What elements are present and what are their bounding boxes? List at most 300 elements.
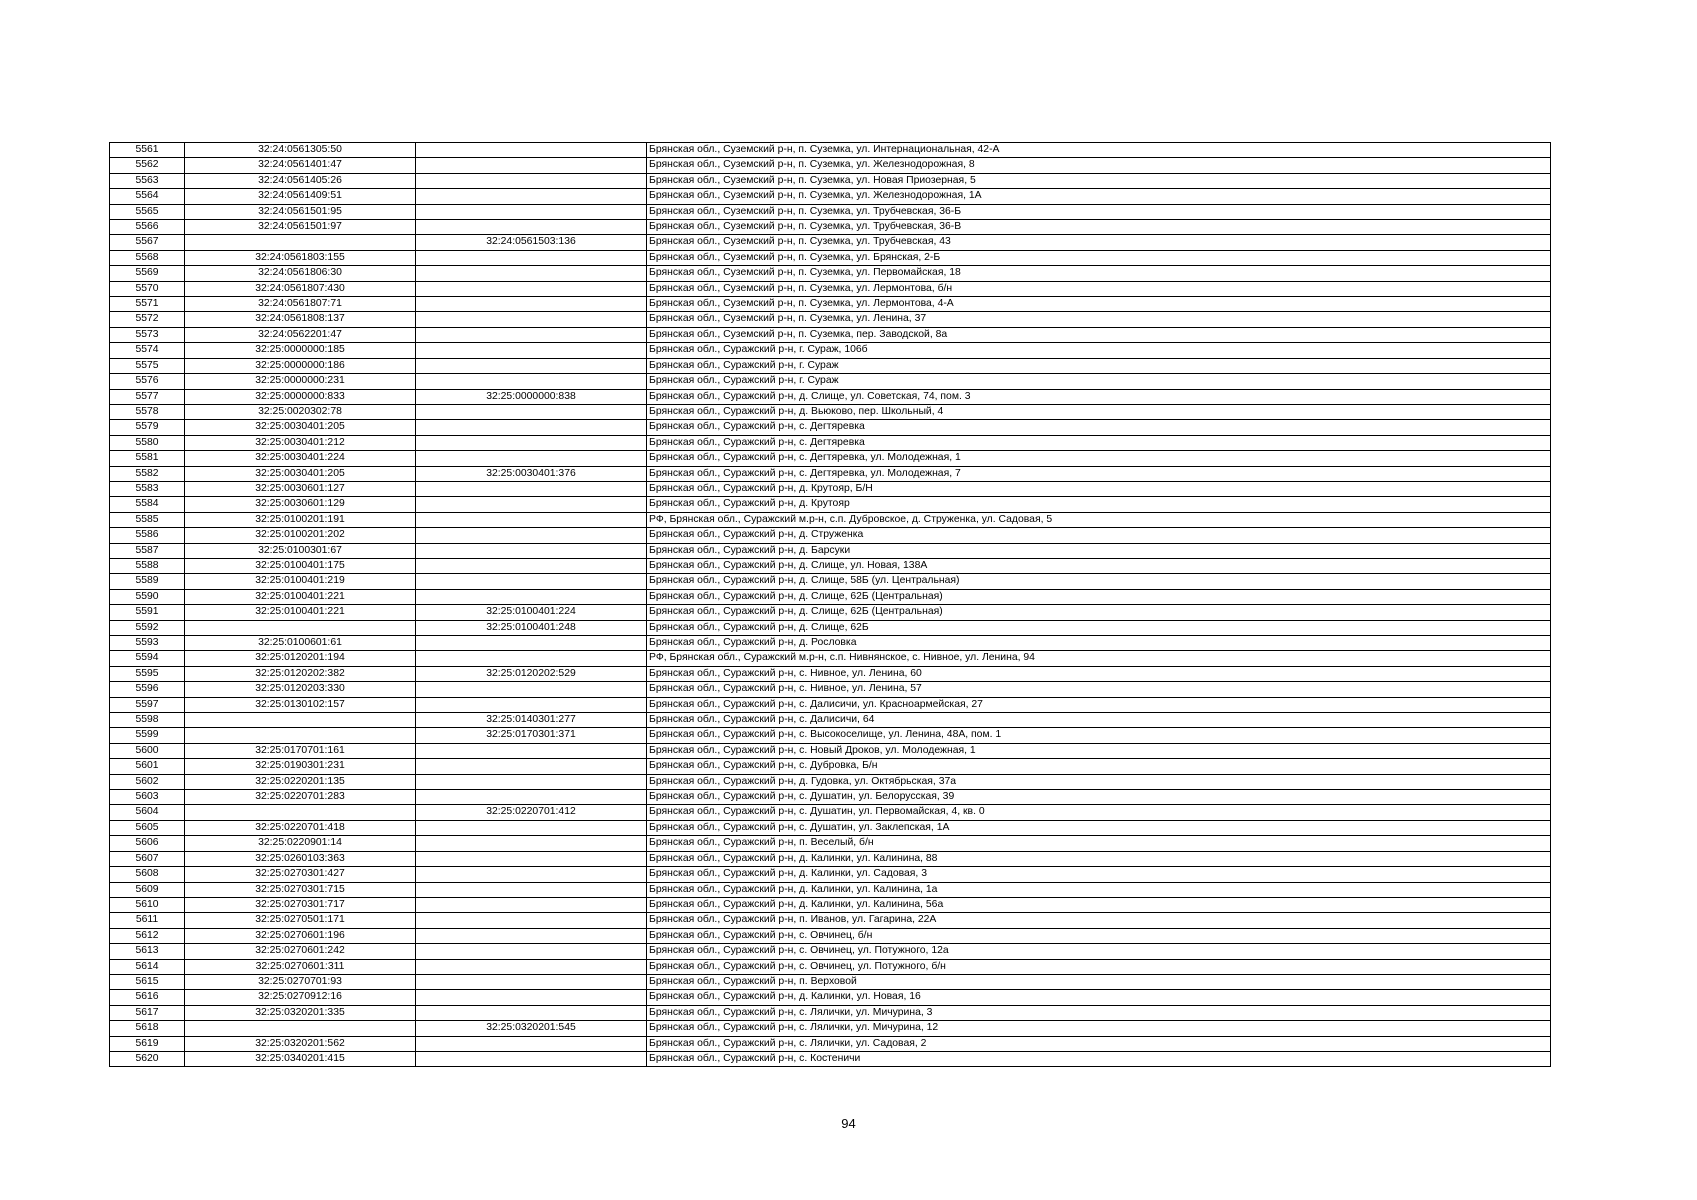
table-row [110,528,1551,543]
cadastral-number-cell: 32:25:0270301:717 [185,897,416,912]
cadastral-number-cell: 32:25:0100401:219 [185,574,416,589]
cadastral-number-cell: 32:25:0100401:221 [185,605,416,620]
row-number-cell: 5567 [110,235,185,250]
address-cell: Брянская обл., Суражский р-н, п. Веселый, б/н [647,836,1551,851]
cadastral-number-secondary-cell [416,297,647,312]
cadastral-number-cell: 32:25:0120202:382 [185,666,416,681]
row-number-cell: 5618 [110,1021,185,1036]
cadastral-number-secondary-cell [416,913,647,928]
cadastral-number-secondary-cell [416,543,647,558]
row-number-cell: 5574 [110,343,185,358]
table-row [110,235,1551,250]
cadastral-number-cell: 32:25:0030401:212 [185,435,416,450]
row-number-cell: 5598 [110,713,185,728]
row-number-cell: 5592 [110,620,185,635]
row-number-cell: 5561 [110,143,185,158]
table-row [110,1021,1551,1036]
row-number-cell: 5620 [110,1051,185,1066]
address-cell: Брянская обл., Суражский р-н, с. Лялички, ул. Мичурина, 12 [647,1021,1551,1036]
address-cell: Брянская обл., Суражский р-н, с. Душатин, ул. Заклепская, 1А [647,820,1551,835]
row-number-cell: 5610 [110,897,185,912]
cadastral-number-secondary-cell [416,867,647,882]
cadastral-number-cell: 32:25:0020302:78 [185,404,416,419]
table-row [110,297,1551,312]
cadastral-number-secondary-cell: 32:25:0140301:277 [416,713,647,728]
cadastral-number-secondary-cell: 32:25:0000000:838 [416,389,647,404]
row-number-cell: 5611 [110,913,185,928]
cadastral-number-cell: 32:24:0561305:50 [185,143,416,158]
cadastral-number-cell: 32:25:0000000:186 [185,358,416,373]
row-number-cell: 5579 [110,420,185,435]
table-row [110,897,1551,912]
table-row [110,358,1551,373]
table-row [110,451,1551,466]
table-row [110,158,1551,173]
cadastral-number-secondary-cell [416,759,647,774]
address-cell: Брянская обл., Суражский р-н, д. Крутояр [647,497,1551,512]
row-number-cell: 5594 [110,651,185,666]
address-cell: Брянская обл., Суражский р-н, с. Далисичи, ул. Красноармейская, 27 [647,697,1551,712]
row-number-cell: 5573 [110,327,185,342]
address-cell: Брянская обл., Суражский р-н, д. Крутояр, Б/Н [647,481,1551,496]
cadastral-number-cell: 32:24:0561501:95 [185,204,416,219]
cadastral-number-cell: 32:25:0190301:231 [185,759,416,774]
cadastral-number-secondary-cell [416,404,647,419]
address-cell: Брянская обл., Суражский р-н, г. Сураж, 106б [647,343,1551,358]
address-cell: Брянская обл., Суражский р-н, с. Дегтяревка, ул. Молодежная, 7 [647,466,1551,481]
row-number-cell: 5577 [110,389,185,404]
cadastral-number-secondary-cell [416,944,647,959]
table-row [110,1005,1551,1020]
address-cell: Брянская обл., Суражский р-н, с. Душатин, ул. Белорусская, 39 [647,790,1551,805]
cadastral-number-cell: 32:25:0340201:415 [185,1051,416,1066]
address-cell: Брянская обл., Суземский р-н, п. Суземка, пер. Заводской, 8а [647,327,1551,342]
row-number-cell: 5612 [110,928,185,943]
row-number-cell: 5568 [110,250,185,265]
cadastral-number-secondary-cell [416,528,647,543]
row-number-cell: 5585 [110,512,185,527]
cadastral-number-secondary-cell [416,574,647,589]
cadastral-number-cell: 32:24:0561803:155 [185,250,416,265]
row-number-cell: 5614 [110,959,185,974]
cadastral-number-cell: 32:25:0220901:14 [185,836,416,851]
cadastral-number-cell [185,728,416,743]
cadastral-number-secondary-cell [416,143,647,158]
table-row [110,204,1551,219]
cadastral-number-secondary-cell [416,374,647,389]
cadastral-number-secondary-cell: 32:25:0120202:529 [416,666,647,681]
cadastral-number-cell: 32:24:0562201:47 [185,327,416,342]
table-row [110,774,1551,789]
address-cell: Брянская обл., Суражский р-н, г. Сураж [647,358,1551,373]
cadastral-number-cell: 32:25:0030401:205 [185,466,416,481]
address-cell: Брянская обл., Суражский р-н, д. Калинки, ул. Садовая, 3 [647,867,1551,882]
cadastral-number-cell: 32:25:0220701:283 [185,790,416,805]
table-row [110,189,1551,204]
row-number-cell: 5580 [110,435,185,450]
row-number-cell: 5596 [110,682,185,697]
table-row [110,343,1551,358]
cadastral-number-secondary-cell [416,651,647,666]
row-number-cell: 5572 [110,312,185,327]
cadastral-number-secondary-cell [416,327,647,342]
address-cell: Брянская обл., Суражский р-н, д. Калинки, ул. Калинина, 1а [647,882,1551,897]
table-row [110,512,1551,527]
cadastral-number-cell: 32:24:0561808:137 [185,312,416,327]
table-row [110,497,1551,512]
cadastral-number-secondary-cell [416,420,647,435]
row-number-cell: 5563 [110,173,185,188]
cadastral-number-secondary-cell [416,990,647,1005]
address-cell: Брянская обл., Суземский р-н, п. Суземка, ул. Новая Приозерная, 5 [647,173,1551,188]
table-row [110,374,1551,389]
cadastral-number-secondary-cell [416,928,647,943]
address-cell: Брянская обл., Суземский р-н, п. Суземка, ул. Интернациональная, 42-А [647,143,1551,158]
cadastral-number-cell: 32:25:0270301:427 [185,867,416,882]
row-number-cell: 5591 [110,605,185,620]
cadastral-number-secondary-cell [416,512,647,527]
cadastral-number-cell: 32:25:0320201:562 [185,1036,416,1051]
table-row [110,250,1551,265]
table-row [110,882,1551,897]
row-number-cell: 5584 [110,497,185,512]
cadastral-number-cell: 32:25:0320201:335 [185,1005,416,1020]
address-cell: Брянская обл., Суземский р-н, п. Суземка, ул. Лермонтова, 4-А [647,297,1551,312]
address-cell: Брянская обл., Суражский р-н, п. Верховой [647,974,1551,989]
cadastral-number-cell: 32:25:0120201:194 [185,651,416,666]
cadastral-number-secondary-cell [416,1036,647,1051]
table-row [110,389,1551,404]
row-number-cell: 5604 [110,805,185,820]
cadastral-number-cell [185,620,416,635]
cadastral-number-secondary-cell: 32:25:0100401:248 [416,620,647,635]
cadastral-number-cell: 32:25:0100201:202 [185,528,416,543]
page-number: 94 [841,1116,856,1131]
cadastral-number-cell: 32:25:0260103:363 [185,851,416,866]
table-row [110,466,1551,481]
cadastral-number-cell: 32:25:0030401:224 [185,451,416,466]
cadastral-number-cell: 32:25:0170701:161 [185,743,416,758]
cadastral-number-secondary-cell [416,1005,647,1020]
cadastral-number-cell: 32:25:0220201:135 [185,774,416,789]
address-cell: Брянская обл., Суражский р-н, д. Слище, ул. Советская, 74, пом. 3 [647,389,1551,404]
table-row [110,959,1551,974]
cadastral-number-cell: 32:24:0561807:71 [185,297,416,312]
table-row [110,990,1551,1005]
address-cell: Брянская обл., Суражский р-н, с. Дубровка, Б/н [647,759,1551,774]
table-row [110,682,1551,697]
table-row [110,327,1551,342]
cadastral-number-cell: 32:25:0270601:196 [185,928,416,943]
cadastral-number-secondary-cell [416,743,647,758]
table-row [110,666,1551,681]
row-number-cell: 5599 [110,728,185,743]
table-row [110,574,1551,589]
row-number-cell: 5583 [110,481,185,496]
registry-table-body [110,143,1551,1067]
cadastral-number-secondary-cell [416,790,647,805]
address-cell: Брянская обл., Суземский р-н, п. Суземка, ул. Брянская, 2-Б [647,250,1551,265]
row-number-cell: 5593 [110,636,185,651]
cadastral-number-secondary-cell [416,697,647,712]
table-row [110,589,1551,604]
table-row [110,435,1551,450]
cadastral-number-cell [185,235,416,250]
cadastral-number-cell: 32:25:0100401:221 [185,589,416,604]
address-cell: Брянская обл., Суражский р-н, с. Душатин, ул. Первомайская, 4, кв. 0 [647,805,1551,820]
table-row [110,605,1551,620]
row-number-cell: 5595 [110,666,185,681]
cadastral-number-cell [185,1021,416,1036]
table-row [110,420,1551,435]
row-number-cell: 5586 [110,528,185,543]
table-row [110,944,1551,959]
cadastral-number-cell: 32:25:0000000:231 [185,374,416,389]
row-number-cell: 5605 [110,820,185,835]
address-cell: Брянская обл., Суражский р-н, д. Вьюково, пер. Школьный, 4 [647,404,1551,419]
cadastral-number-cell: 32:25:0270501:171 [185,913,416,928]
table-row [110,651,1551,666]
row-number-cell: 5590 [110,589,185,604]
cadastral-number-secondary-cell [416,851,647,866]
row-number-cell: 5616 [110,990,185,1005]
cadastral-number-secondary-cell [416,451,647,466]
cadastral-number-secondary-cell [416,204,647,219]
table-row [110,713,1551,728]
cadastral-number-cell: 32:25:0000000:185 [185,343,416,358]
address-cell: Брянская обл., Суражский р-н, с. Лялички, ул. Садовая, 2 [647,1036,1551,1051]
address-cell: Брянская обл., Суражский р-н, д. Струженка [647,528,1551,543]
address-cell: Брянская обл., Суражский р-н, с. Овчинец, ул. Потужного, 12а [647,944,1551,959]
row-number-cell: 5609 [110,882,185,897]
table-row [110,928,1551,943]
row-number-cell: 5601 [110,759,185,774]
address-cell: Брянская обл., Суражский р-н, д. Калинки, ул. Новая, 16 [647,990,1551,1005]
table-row [110,759,1551,774]
table-row [110,266,1551,281]
cadastral-number-cell: 32:25:0270701:93 [185,974,416,989]
cadastral-number-cell: 32:25:0100201:191 [185,512,416,527]
address-cell: Брянская обл., Суземский р-н, п. Суземка, ул. Лермонтова, б/н [647,281,1551,296]
table-row [110,543,1551,558]
address-cell: Брянская обл., Суземский р-н, п. Суземка, ул. Ленина, 37 [647,312,1551,327]
cadastral-number-secondary-cell [416,343,647,358]
cadastral-number-secondary-cell [416,158,647,173]
table-row [110,220,1551,235]
cadastral-number-secondary-cell: 32:25:0320201:545 [416,1021,647,1036]
cadastral-number-secondary-cell [416,636,647,651]
cadastral-number-secondary-cell [416,558,647,573]
row-number-cell: 5578 [110,404,185,419]
table-row [110,173,1551,188]
table-row [110,913,1551,928]
address-cell: Брянская обл., Суражский р-н, с. Овчинец, б/н [647,928,1551,943]
row-number-cell: 5619 [110,1036,185,1051]
address-cell: Брянская обл., Суражский р-н, г. Сураж [647,374,1551,389]
table-row [110,481,1551,496]
cadastral-number-cell: 32:25:0100301:67 [185,543,416,558]
address-cell: РФ, Брянская обл., Суражский м.р-н, с.п. Дубровское, д. Струженка, ул. Садовая, 5 [647,512,1551,527]
registry-table [109,142,1551,1067]
cadastral-number-cell: 32:25:0270601:242 [185,944,416,959]
cadastral-number-cell: 32:24:0561401:47 [185,158,416,173]
address-cell: Брянская обл., Суражский р-н, с. Далисичи, 64 [647,713,1551,728]
address-cell: Брянская обл., Суражский р-н, с. Дегтяревка, ул. Молодежная, 1 [647,451,1551,466]
table-row [110,805,1551,820]
address-cell: Брянская обл., Суражский р-н, д. Слище, 62Б [647,620,1551,635]
cadastral-number-cell: 32:24:0561501:97 [185,220,416,235]
cadastral-number-secondary-cell: 32:25:0100401:224 [416,605,647,620]
table-row [110,281,1551,296]
cadastral-number-cell [185,805,416,820]
cadastral-number-secondary-cell [416,897,647,912]
address-cell: Брянская обл., Суражский р-н, с. Дегтяревка [647,420,1551,435]
row-number-cell: 5562 [110,158,185,173]
row-number-cell: 5576 [110,374,185,389]
cadastral-number-secondary-cell [416,281,647,296]
address-cell: Брянская обл., Суземский р-н, п. Суземка, ул. Первомайская, 18 [647,266,1551,281]
cadastral-number-secondary-cell [416,435,647,450]
cadastral-number-cell [185,713,416,728]
row-number-cell: 5589 [110,574,185,589]
address-cell: Брянская обл., Суражский р-н, п. Иванов, ул. Гагарина, 22А [647,913,1551,928]
table-row [110,836,1551,851]
cadastral-number-secondary-cell [416,820,647,835]
cadastral-number-secondary-cell [416,497,647,512]
row-number-cell: 5607 [110,851,185,866]
cadastral-number-cell: 32:24:0561405:26 [185,173,416,188]
cadastral-number-secondary-cell [416,774,647,789]
cadastral-number-cell: 32:25:0220701:418 [185,820,416,835]
row-number-cell: 5597 [110,697,185,712]
row-number-cell: 5581 [110,451,185,466]
address-cell: Брянская обл., Суражский р-н, с. Дегтяревка [647,435,1551,450]
row-number-cell: 5603 [110,790,185,805]
address-cell: Брянская обл., Суражский р-н, с. Нивное, ул. Ленина, 60 [647,666,1551,681]
cadastral-number-secondary-cell [416,974,647,989]
address-cell: Брянская обл., Суражский р-н, с. Костеничи [647,1051,1551,1066]
cadastral-number-cell: 32:25:0130102:157 [185,697,416,712]
row-number-cell: 5602 [110,774,185,789]
table-row [110,790,1551,805]
row-number-cell: 5575 [110,358,185,373]
cadastral-number-cell: 32:25:0100401:175 [185,558,416,573]
table-row [110,312,1551,327]
address-cell: РФ, Брянская обл., Суражский м.р-н, с.п. Нивнянское, с. Нивное, ул. Ленина, 94 [647,651,1551,666]
table-row [110,743,1551,758]
row-number-cell: 5566 [110,220,185,235]
address-cell: Брянская обл., Суземский р-н, п. Суземка, ул. Трубчевская, 36-Б [647,204,1551,219]
address-cell: Брянская обл., Суражский р-н, с. Высокоселище, ул. Ленина, 48А, пом. 1 [647,728,1551,743]
table-row [110,974,1551,989]
table-row [110,620,1551,635]
cadastral-number-secondary-cell [416,250,647,265]
row-number-cell: 5588 [110,558,185,573]
cadastral-number-secondary-cell [416,682,647,697]
cadastral-number-secondary-cell [416,173,647,188]
address-cell: Брянская обл., Суражский р-н, д. Слище, 62Б (Центральная) [647,605,1551,620]
cadastral-number-secondary-cell: 32:25:0220701:412 [416,805,647,820]
address-cell: Брянская обл., Суземский р-н, п. Суземка, ул. Железнодорожная, 8 [647,158,1551,173]
cadastral-number-secondary-cell [416,481,647,496]
cadastral-number-secondary-cell: 32:25:0170301:371 [416,728,647,743]
cadastral-number-secondary-cell [416,220,647,235]
row-number-cell: 5570 [110,281,185,296]
cadastral-number-secondary-cell: 32:24:0561503:136 [416,235,647,250]
address-cell: Брянская обл., Суражский р-н, д. Слище, 62Б (Центральная) [647,589,1551,604]
address-cell: Брянская обл., Суземский р-н, п. Суземка, ул. Трубчевская, 43 [647,235,1551,250]
table-row [110,404,1551,419]
address-cell: Брянская обл., Суземский р-н, п. Суземка, ул. Железнодорожная, 1А [647,189,1551,204]
cadastral-number-cell: 32:25:0120203:330 [185,682,416,697]
row-number-cell: 5606 [110,836,185,851]
cadastral-number-cell: 32:25:0000000:833 [185,389,416,404]
table-row [110,636,1551,651]
cadastral-number-secondary-cell [416,589,647,604]
cadastral-number-cell: 32:25:0100601:61 [185,636,416,651]
table-row [110,851,1551,866]
cadastral-number-cell: 32:24:0561806:30 [185,266,416,281]
cadastral-number-cell: 32:25:0270912:16 [185,990,416,1005]
cadastral-number-secondary-cell [416,959,647,974]
cadastral-number-secondary-cell: 32:25:0030401:376 [416,466,647,481]
cadastral-number-secondary-cell [416,266,647,281]
row-number-cell: 5571 [110,297,185,312]
address-cell: Брянская обл., Суражский р-н, с. Новый Дроков, ул. Молодежная, 1 [647,743,1551,758]
cadastral-number-cell: 32:25:0270601:311 [185,959,416,974]
row-number-cell: 5617 [110,1005,185,1020]
row-number-cell: 5587 [110,543,185,558]
table-row [110,867,1551,882]
table-row [110,1036,1551,1051]
address-cell: Брянская обл., Суражский р-н, д. Рословка [647,636,1551,651]
row-number-cell: 5608 [110,867,185,882]
cadastral-number-secondary-cell [416,882,647,897]
table-row [110,697,1551,712]
row-number-cell: 5569 [110,266,185,281]
cadastral-number-cell: 32:25:0030401:205 [185,420,416,435]
table-row [110,1051,1551,1066]
table-row [110,558,1551,573]
address-cell: Брянская обл., Суражский р-н, д. Барсуки [647,543,1551,558]
address-cell: Брянская обл., Суражский р-н, с. Лялички, ул. Мичурина, 3 [647,1005,1551,1020]
cadastral-number-cell: 32:25:0030601:127 [185,481,416,496]
cadastral-number-secondary-cell [416,189,647,204]
cadastral-number-cell: 32:24:0561807:430 [185,281,416,296]
address-cell: Брянская обл., Суражский р-н, д. Гудовка, ул. Октябрьская, 37а [647,774,1551,789]
row-number-cell: 5615 [110,974,185,989]
cadastral-number-cell: 32:24:0561409:51 [185,189,416,204]
table-row [110,728,1551,743]
cadastral-number-secondary-cell [416,836,647,851]
row-number-cell: 5613 [110,944,185,959]
row-number-cell: 5600 [110,743,185,758]
address-cell: Брянская обл., Суражский р-н, с. Овчинец, ул. Потужного, б/н [647,959,1551,974]
cadastral-number-cell: 32:25:0030601:129 [185,497,416,512]
address-cell: Брянская обл., Суражский р-н, д. Слище, ул. Новая, 138А [647,558,1551,573]
table-row [110,820,1551,835]
cadastral-number-secondary-cell [416,358,647,373]
row-number-cell: 5564 [110,189,185,204]
address-cell: Брянская обл., Суражский р-н, д. Калинки, ул. Калинина, 56а [647,897,1551,912]
address-cell: Брянская обл., Суражский р-н, д. Слище, 58Б (ул. Центральная) [647,574,1551,589]
address-cell: Брянская обл., Суземский р-н, п. Суземка, ул. Трубчевская, 36-В [647,220,1551,235]
address-cell: Брянская обл., Суражский р-н, д. Калинки, ул. Калинина, 88 [647,851,1551,866]
row-number-cell: 5582 [110,466,185,481]
cadastral-number-secondary-cell [416,312,647,327]
cadastral-number-secondary-cell [416,1051,647,1066]
table-row [110,143,1551,158]
